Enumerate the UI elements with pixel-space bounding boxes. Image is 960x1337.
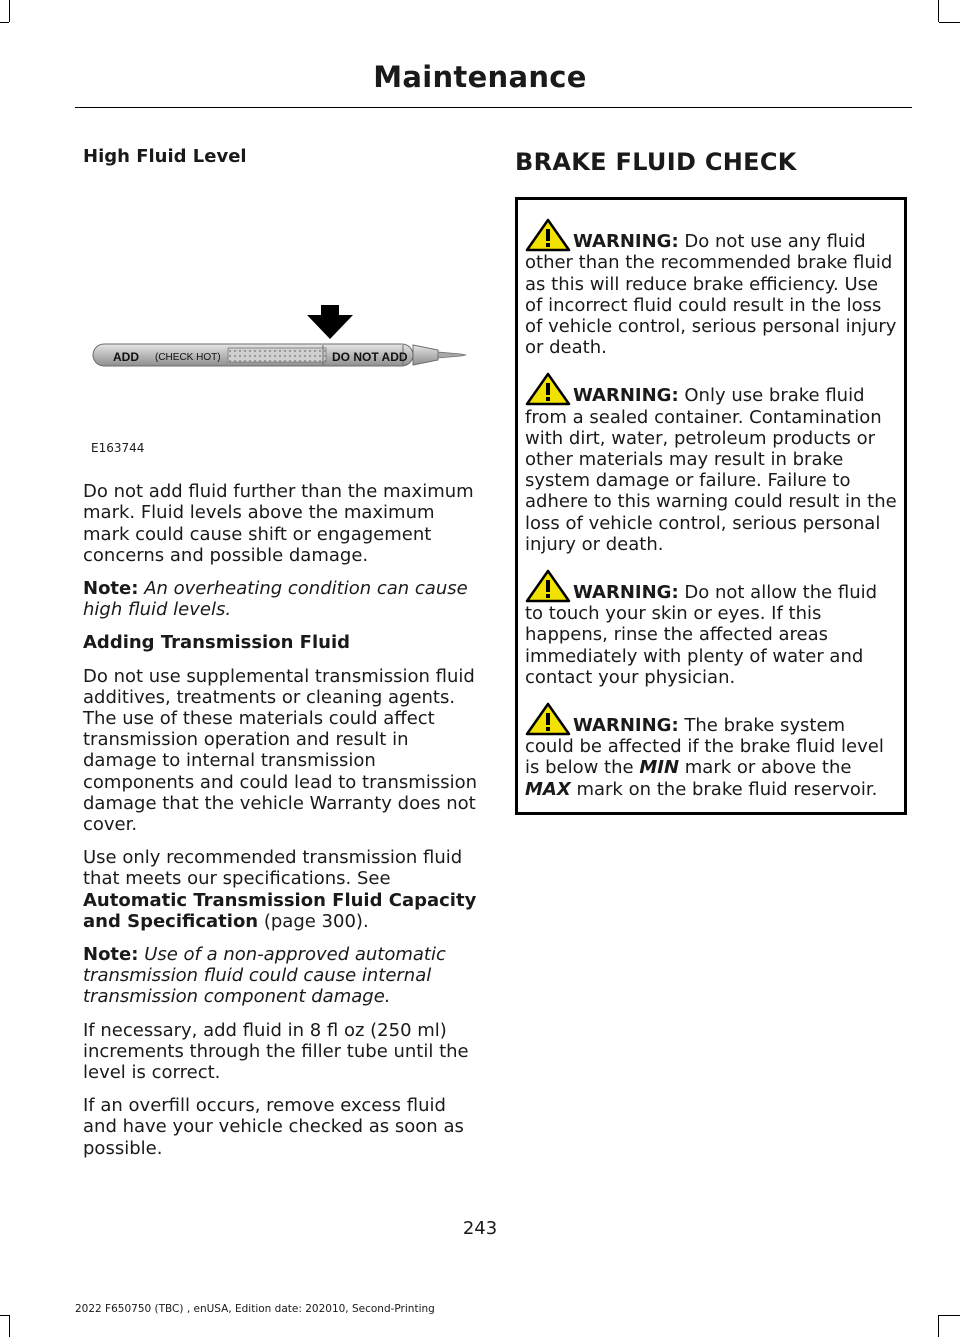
dipstick-figure (83, 179, 478, 469)
note (83, 944, 478, 1008)
section-title: BRAKE FLUID CHECK (515, 148, 797, 176)
dipstick-illustration (83, 179, 478, 469)
heading-adding-transmission-fluid: Adding Transmission Fluid (83, 632, 350, 654)
warning-text: Do not allow the fluid to touch your skin or eyes. If this happens, rinse the affected areas immediately with plenty of water and contact your physician. (525, 582, 878, 688)
paragraph: Do not use supplemental transmission fluid additives, treatments or cleaning agents. The use of these materials could affect transmission operation and result in damage to internal transmission components and could lead to transmission damage that the vehicle Warranty does not cover. (83, 665, 478, 836)
warning-label: WARNING: (573, 582, 679, 604)
page-reference: (page 300). (263, 910, 369, 932)
crop-mark (9, 0, 10, 22)
paragraph-text: Use only recommended transmission fluid that meets our specifications. See (83, 847, 463, 890)
warning-label: WARNING: (573, 385, 679, 407)
right-column (515, 146, 907, 815)
dipstick-add-label: ADD (113, 350, 139, 365)
dipstick-check-hot-label: (CHECK HOT) (155, 352, 221, 364)
warning-text: mark on the brake fluid reservoir. (576, 778, 878, 800)
footer-edition: 2022 F650750 (TBC) , enUSA, Edition date: 202010, Second-Printing (75, 1303, 435, 1315)
paragraph: If an overfill occurs, remove excess fluid and have your vehicle checked as soon as possible. (83, 1095, 464, 1159)
paragraph: Do not add fluid further than the maximum mark. Fluid levels above the maximum mark could cause shift or engagement concerns and possible damage. (83, 481, 474, 566)
crop-mark (0, 1315, 9, 1316)
page-number: 243 (462, 1218, 498, 1239)
paragraph: If necessary, add fluid in 8 fl oz (250 ml) increments through the filler tube until the level is correct. (83, 1019, 469, 1084)
note-text: An overheating condition can cause high fluid levels. (83, 578, 468, 621)
heading-high-fluid-level: High Fluid Level (83, 146, 247, 167)
figure-id: E163744 (91, 441, 145, 455)
warning-item (525, 218, 897, 358)
arrow-down-icon (307, 305, 353, 339)
min-mark-text: MIN (639, 757, 680, 779)
left-column (83, 146, 478, 1171)
warning-box (515, 197, 907, 815)
page-header-title: Maintenance (373, 60, 587, 94)
crop-mark (939, 22, 960, 23)
crop-mark (938, 1315, 939, 1337)
paragraph (83, 847, 478, 932)
warning-triangle-icon (525, 702, 571, 736)
warning-label: WARNING: (573, 231, 679, 253)
warning-triangle-icon (525, 372, 571, 406)
warning-text: Do not use any fluid other than the recommended brake fluid as this will reduce brake efficiency. Use of incorrect fluid could result in the loss of vehicle control, serious personal injury or death. (525, 231, 897, 359)
crop-mark (9, 1315, 10, 1337)
warning-text: Only use brake fluid from a sealed container. Contamination with dirt, water, petroleum products or other materials may result in brake system damage or failure. Failure to adhere to this warning could result in the loss of vehicle control, serious personal injury or death. (525, 385, 897, 555)
note (83, 578, 478, 620)
crop-mark (938, 0, 939, 22)
header-rule (75, 107, 912, 108)
crop-mark (0, 22, 9, 23)
warning-item (525, 372, 897, 555)
warning-item (525, 702, 897, 800)
note-text: Use of a non-approved automatic transmission fluid could cause internal transmission component damage. (83, 944, 446, 1008)
warning-text: The brake system could be affected if the brake fluid level is below the (525, 715, 884, 779)
warning-triangle-icon (525, 569, 571, 603)
dipstick-do-not-add-label: DO NOT ADD (332, 350, 408, 365)
warning-label: WARNING: (573, 715, 679, 737)
warning-text: mark or above the (684, 757, 852, 779)
warning-triangle-icon (525, 218, 571, 252)
cross-reference-link[interactable]: Automatic Transmission Fluid Capacity and Specification (83, 889, 477, 932)
note-label: Note: (83, 944, 139, 966)
max-mark-text: MAX (525, 778, 571, 800)
warning-item (525, 569, 897, 688)
note-label: Note: (83, 578, 139, 600)
crop-mark (939, 1315, 960, 1316)
